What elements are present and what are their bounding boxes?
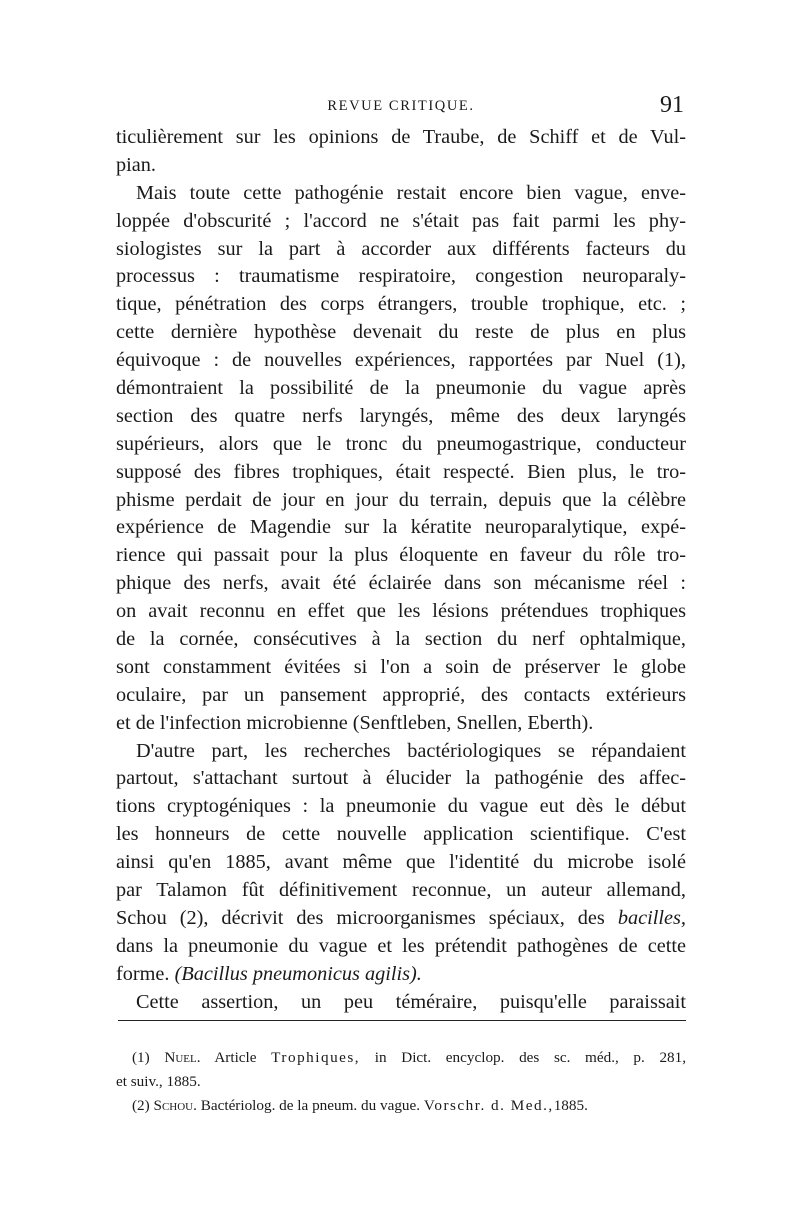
- footnote-author: Schou.: [153, 1097, 197, 1114]
- body-text: [116, 124, 686, 1017]
- text-line: par Talamon fût définitivement reconnue, un auteur allemand,: [116, 879, 686, 902]
- text-segment: forme.: [116, 962, 170, 985]
- footnote-marker: (2): [132, 1097, 150, 1114]
- footnote-author: Nuel.: [164, 1049, 201, 1066]
- text-line: dans la pneumonie du vague et les prétendit pathogènes de cette: [116, 934, 686, 957]
- footnote-text: Article: [214, 1049, 257, 1066]
- italic-species-name: (Bacillus pneumonicus agilis).: [174, 962, 422, 985]
- text-line: processus : traumatisme respiratoire, congestion neuroparaly-: [116, 265, 686, 288]
- paragraph-start-line: Cette assertion, un peu téméraire, puisqu'elle paraissait: [136, 990, 686, 1013]
- footnote-text: Bactériolog. de la pneum. du vague.: [200, 1097, 421, 1114]
- text-line: ticulièrement sur les opinions de Traube, de Schiff et de Vul-: [116, 126, 686, 148]
- text-segment: Schou (2), décrivit des microorganismes spéciaux, des: [116, 906, 605, 929]
- running-head: REVUE CRITIQUE.: [327, 98, 475, 114]
- footnote-1-continuation: et suiv., 1885.: [116, 1073, 201, 1090]
- text-line: [116, 905, 686, 933]
- text-line: et de l'infection microbienne (Senftleben, Snellen, Eberth).: [116, 711, 594, 734]
- text-line: siologistes sur la part à accorder aux différents facteurs du: [116, 237, 686, 260]
- footnote-marker: (1): [132, 1049, 150, 1066]
- text-line: loppée d'obscurité ; l'accord ne s'était pas fait parmi les phy-: [116, 209, 686, 232]
- paragraph-start-line: D'autre part, les recherches bactériologiques se répandaient: [136, 739, 686, 762]
- paragraph-start-line: Mais toute cette pathogénie restait encore bien vague, enve-: [136, 181, 686, 204]
- text-line: équivoque : de nouvelles expériences, rapportées par Nuel (1),: [116, 349, 686, 372]
- text-line: partout, s'attachant surtout à élucider la pathogénie des affec-: [116, 767, 686, 790]
- text-line: supérieurs, alors que le tronc du pneumogastrique, conducteur: [116, 432, 686, 455]
- text-line: phique des nerfs, avait été éclairée dans son mécanisme réel :: [116, 572, 686, 595]
- text-line: tique, pénétration des corps étrangers, trouble trophique, etc. ;: [116, 293, 686, 316]
- text-line: [116, 961, 686, 989]
- text-line: les honneurs de cette nouvelle application scientifique. C'est: [116, 823, 686, 846]
- text-line: section des quatre nerfs laryngés, même des deux laryngés: [116, 404, 686, 427]
- text-line: on avait reconnu en effet que les lésions prétendues trophiques: [116, 600, 686, 623]
- text-line: sont constamment évitées si l'on a soin de préserver le globe: [116, 655, 686, 678]
- text-line: pian.: [116, 153, 156, 176]
- text-line: tions cryptogéniques : la pneumonie du vague eut dès le début: [116, 795, 686, 818]
- text-line: démontraient la possibilité de la pneumonie du vague après: [116, 377, 686, 400]
- text-line: oculaire, par un pansement approprié, des contacts extérieurs: [116, 683, 686, 706]
- footnote-text: 1885.: [553, 1097, 588, 1114]
- text-line: cette dernière hypothèse devenait du reste de plus en plus: [116, 321, 686, 344]
- footnote-text: in Dict. encyclop. des sc. méd., p. 281,: [374, 1049, 687, 1066]
- footnote-spaced-title: Trophiques,: [271, 1049, 361, 1066]
- footnotes: [116, 1046, 686, 1118]
- italic-term: bacilles,: [617, 906, 686, 929]
- text-line: phisme perdait de jour en jour du terrain, depuis que la célèbre: [116, 488, 686, 511]
- page-number: 91: [660, 92, 684, 118]
- text-line: rience qui passait pour la plus éloquente en faveur du rôle tro-: [116, 544, 686, 567]
- text-line: ainsi qu'en 1885, avant même que l'identité du microbe isolé: [116, 851, 686, 874]
- text-line: expérience de Magendie sur la kératite neuroparalytique, expé-: [116, 516, 686, 539]
- page-header: [116, 92, 686, 120]
- footnote-divider: [118, 1020, 686, 1021]
- footnote-spaced-title: Vorschr. d. Med.,: [423, 1097, 554, 1114]
- footnote-1: [116, 1046, 686, 1070]
- text-line: supposé des fibres trophiques, était respecté. Bien plus, le tro-: [116, 460, 686, 483]
- footnote-2: [116, 1094, 686, 1118]
- text-line: de la cornée, consécutives à la section du nerf ophtalmique,: [116, 628, 686, 651]
